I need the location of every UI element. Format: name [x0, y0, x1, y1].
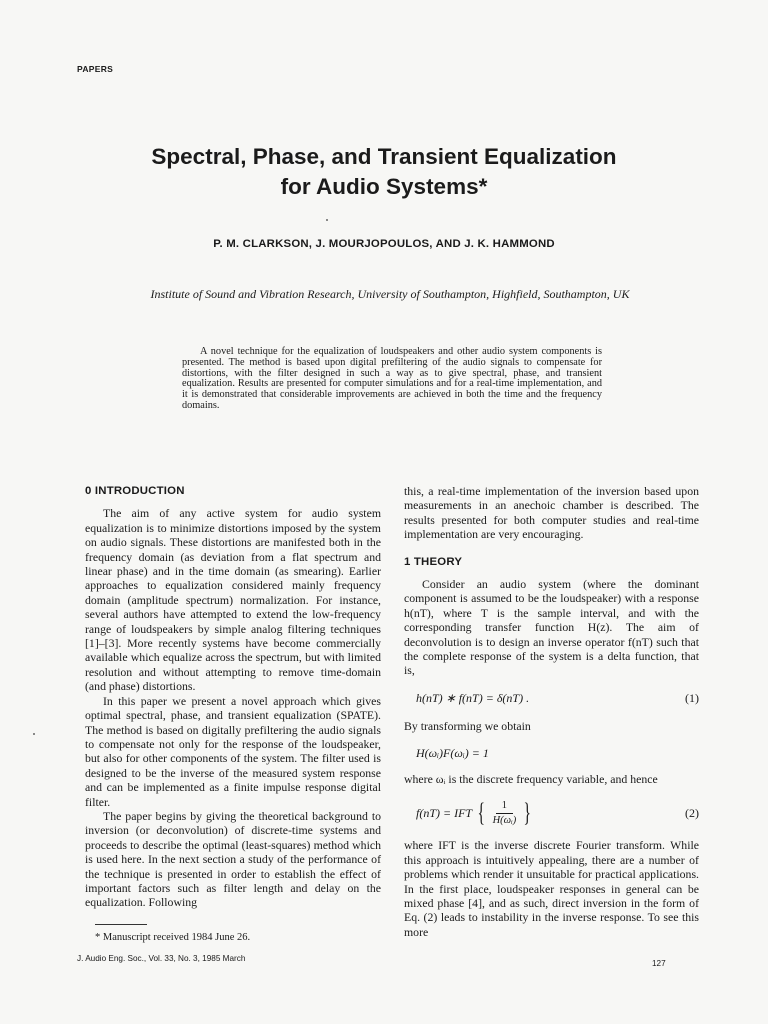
journal-reference: J. Audio Eng. Soc., Vol. 33, No. 3, 1985 March [77, 954, 246, 963]
intro-paragraph: The paper begins by giving the theoretical background to inversion (or deconvolution) of discrete-time systems and proceeds to describe the optimal (least-squares) method which is used here. In the next section a study of the performance of the technique is presented in order to establish the effect of important factors such as filter length and delay on the equalization. Following [85, 808, 381, 910]
running-head: PAPERS [77, 64, 114, 74]
fraction-numerator: 1 [496, 799, 513, 814]
left-brace-glyph: { [477, 798, 486, 828]
abstract: A novel technique for the equalization of loudspeakers and other audio system components is presented. The method is based upon digital prefiltering of the audio signals to compensate for distortions, with the filter designed in such a way as to give spectral, phase, and transient equalization. Results are presented for computer simulations and for a real-time implementation, and it is demonstrated that considerable improvements are achieved in both the time and the frequency domains. [182, 346, 602, 411]
theory-paragraph: Consider an audio system (where the dominant component is assumed to be the loudspeaker) with a response h(nT), where T is the sample interval, and with the corresponding transfer function H(z). The aim of deconvolution is to design an inverse operator f(nT) such that the complete response of the system is a delta function, that is, [404, 577, 699, 678]
speck [326, 219, 328, 221]
by-transforming-text: By transforming we obtain [404, 719, 531, 734]
footnote: * Manuscript received 1984 June 26. [95, 932, 251, 943]
footnote-rule [95, 924, 147, 925]
equation-2-number: (2) [685, 806, 699, 821]
intro-paragraph: In this paper we present a novel approach which gives optimal spectral, phase, and transient equalization (SPATE). The method is based on digitally prefiltering the audio signals to compensate not only for the response of the loudspeaker, but also for other components of the system. The filter used is designed to be the inverse of the measured system response and can be implemented as a finite impulse response digital filter. [85, 693, 381, 809]
equation-2-lhs: f(nT) = IFT [416, 806, 473, 821]
authors: P. M. CLARKSON, J. MOURJOPOULOS, AND J. K. HAMMOND [213, 238, 555, 250]
equation-1 [404, 691, 699, 705]
equation-2 [404, 799, 699, 829]
fraction [491, 799, 519, 829]
intro-paragraph: The aim of any active system for audio system equalization is to minimize distortions imposed by the system on audio signals. These distortions are manifested both in the frequency domain (as deviation from a flat spectrum and linear phase) and in the time domain (as smearing). Earlier approaches to equalization considered mainly frequency domain (amplitude spectrum) normalization. For instance, several authors have attempted to extend the low-frequency range of loudspeakers by simple analog filtering techniques [1]–[3]. More recently systems have become commercially available which equalize across the spectrum, but with limited resolution and without attempting to remove time-domain (and phase) distortions. [85, 506, 381, 694]
fraction-denominator: H(ωᵢ) [492, 814, 517, 826]
title-line-2: for Audio Systems* [280, 174, 488, 199]
left-column [85, 484, 381, 910]
theory-paragraph: where IFT is the inverse discrete Fourier transform. While this approach is intuitively appealing, there are a number of problems which render it unsuitable for practical applications. In the first place, loudspeaker responses in general can be mixed phase [4], and as such, direct inversion in the form of Eq. (2) leads to instability in the inverse response. To see this more [404, 838, 699, 939]
right-brace-glyph: } [523, 798, 532, 828]
affiliation: Institute of Sound and Vibration Research, University of Southampton, Highfield, Southampton, UK [150, 287, 630, 301]
paper-title [0, 142, 768, 202]
right-column [404, 484, 699, 939]
speck [33, 733, 35, 735]
section-heading-theory: 1 THEORY [404, 555, 463, 568]
page-number: 127 [652, 959, 666, 968]
equation-transformed-body: H(ωᵢ)F(ωᵢ) = 1 [416, 745, 489, 760]
equation-1-number: (1) [685, 690, 699, 705]
equation-1-body: h(nT) ∗ f(nT) = δ(nT) . [416, 690, 530, 705]
where-text: where ωᵢ is the discrete frequency variable, and hence [404, 772, 658, 787]
intro-continuation: this, a real-time implementation of the inversion based upon measurements in an anechoic chamber is described. The results presented for both computer studies and real-time implementation are very encouraging. [404, 484, 699, 542]
equation-transformed [404, 746, 699, 760]
title-line-1: Spectral, Phase, and Transient Equalization [151, 144, 617, 169]
equation-2-body [416, 799, 534, 829]
section-heading-introduction: 0 INTRODUCTION [85, 485, 185, 497]
